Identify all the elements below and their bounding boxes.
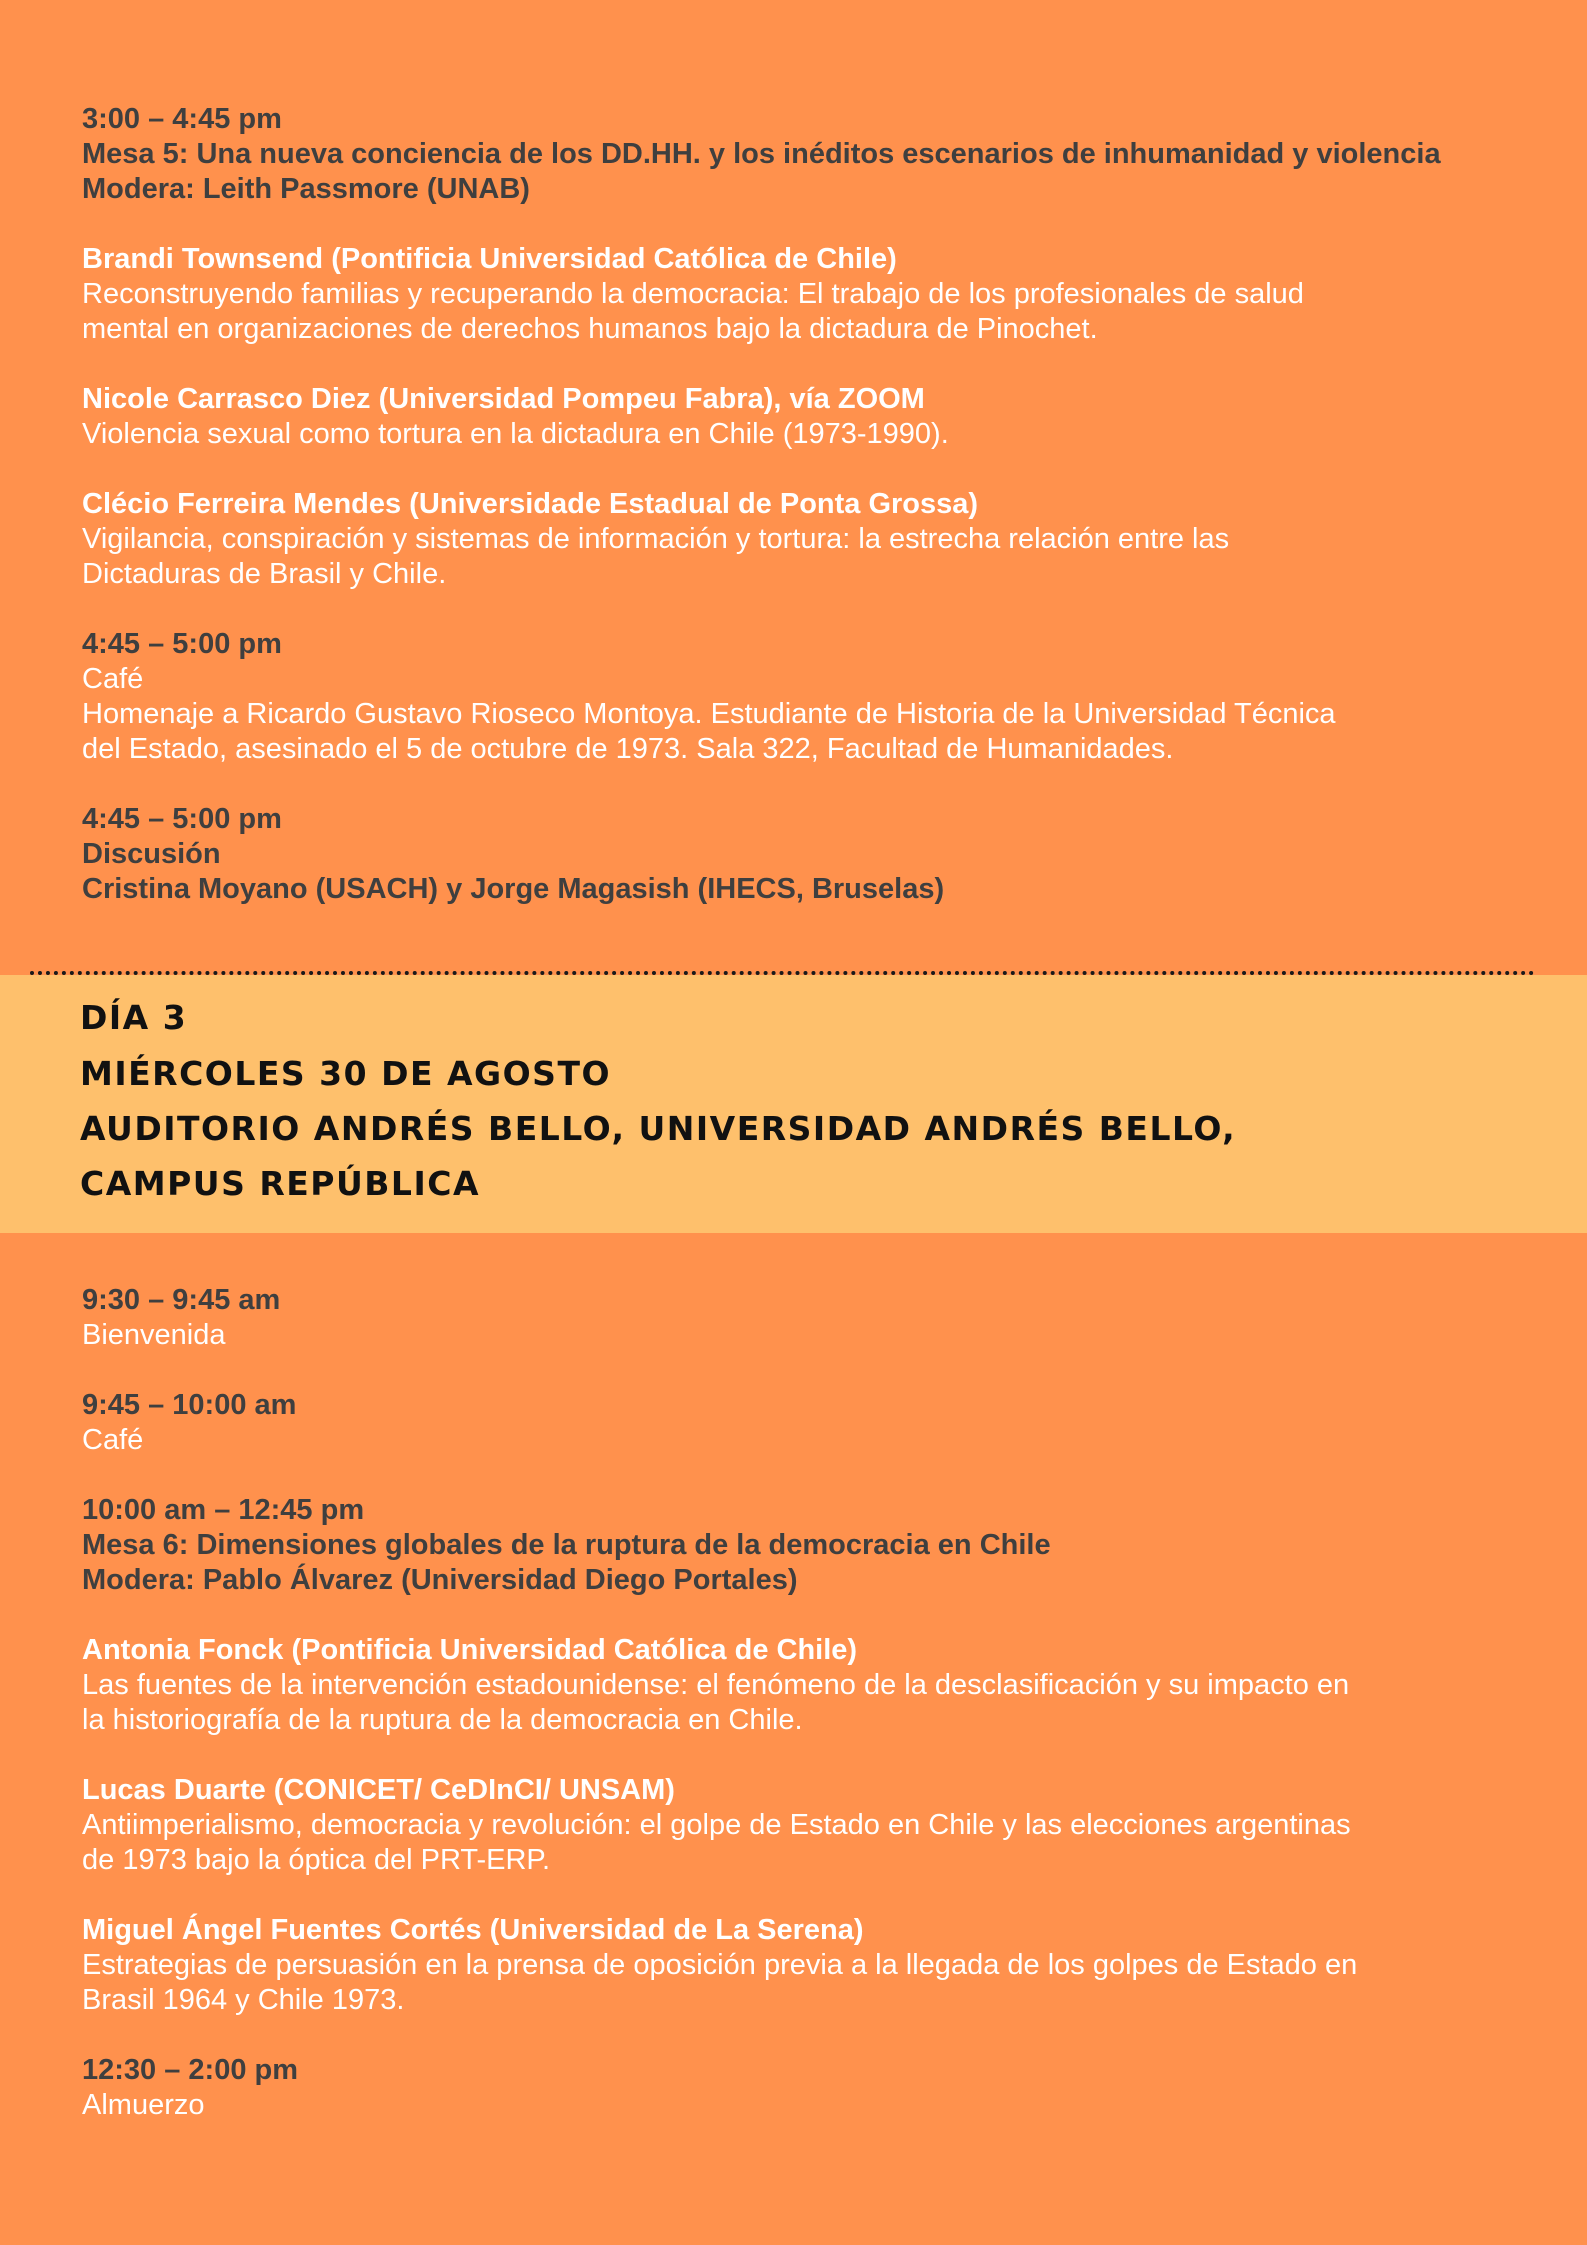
- day-number: DÍA 3: [80, 998, 188, 1037]
- session-cafe: [82, 627, 1502, 767]
- day-venue-campus: CAMPUS REPÚBLICA: [80, 1164, 480, 1203]
- talk-item: [82, 382, 1502, 452]
- session-mesa-5: [82, 102, 1502, 207]
- session-label: Café: [82, 1424, 144, 1456]
- talk-speaker: Clécio Ferreira Mendes (Universidade Estadual de Ponta Grossa): [82, 488, 979, 520]
- morning-schedule: [82, 1283, 1502, 2158]
- talk-speaker: Antonia Fonck (Pontificia Universidad Católica de Chile): [82, 1634, 858, 1666]
- session-time: 4:45 – 5:00 pm: [82, 628, 282, 660]
- session-lunch: [82, 2053, 1502, 2123]
- talk-speaker: Miguel Ángel Fuentes Cortés (Universidad de La Serena): [82, 1914, 864, 1946]
- talk-item: [82, 1773, 1502, 1878]
- talk-title-line: Reconstruyendo familias y recuperando la democracia: El trabajo de los profesionales de salud: [82, 278, 1304, 310]
- session-label: Almuerzo: [82, 2089, 205, 2121]
- session-label: Café: [82, 663, 144, 695]
- session-time: 9:30 – 9:45 am: [82, 1284, 281, 1316]
- talk-speaker: Lucas Duarte (CONICET/ CeDInCI/ UNSAM): [82, 1774, 675, 1806]
- afternoon-schedule: [82, 102, 1502, 942]
- talk-item: [82, 487, 1502, 592]
- talk-title-line: Antiimperialismo, democracia y revolución: el golpe de Estado en Chile y las elecciones argentinas: [82, 1809, 1351, 1841]
- talk-title-line: mental en organizaciones de derechos humanos bajo la dictadura de Pinochet.: [82, 313, 1098, 345]
- talk-speaker: Brandi Townsend (Pontificia Universidad Católica de Chile): [82, 243, 897, 275]
- discussion-participants: Cristina Moyano (USACH) y Jorge Magasish (IHECS, Bruselas): [82, 873, 945, 905]
- session-coffee: [82, 1388, 1502, 1458]
- session-title: Mesa 6: Dimensiones globales de la ruptura de la democracia en Chile: [82, 1529, 1051, 1561]
- day-header-band: [0, 975, 1587, 1233]
- talk-title-line: la historiografía de la ruptura de la democracia en Chile.: [82, 1704, 803, 1736]
- session-time: 3:00 – 4:45 pm: [82, 103, 282, 135]
- talk-item: [82, 1913, 1502, 2018]
- talk-title-line: Brasil 1964 y Chile 1973.: [82, 1984, 405, 2016]
- session-label: Bienvenida: [82, 1319, 226, 1351]
- session-time: 9:45 – 10:00 am: [82, 1389, 297, 1421]
- talk-title-line: de 1973 bajo la óptica del PRT-ERP.: [82, 1844, 551, 1876]
- day-date: MIÉRCOLES 30 DE AGOSTO: [80, 1054, 612, 1093]
- talk-title-line: Las fuentes de la intervención estadounidense: el fenómeno de la desclasificación y su impacto en: [82, 1669, 1350, 1701]
- talk-title-line: Dictaduras de Brasil y Chile.: [82, 558, 447, 590]
- session-discussion: [82, 802, 1502, 907]
- tribute-line: del Estado, asesinado el 5 de octubre de 1973. Sala 322, Facultad de Humanidades.: [82, 733, 1174, 765]
- session-moderator: Modera: Leith Passmore (UNAB): [82, 173, 530, 205]
- session-label: Discusión: [82, 838, 221, 870]
- session-time: 12:30 – 2:00 pm: [82, 2054, 299, 2086]
- tribute-line: Homenaje a Ricardo Gustavo Rioseco Montoya. Estudiante de Historia de la Universidad Técnica: [82, 698, 1336, 730]
- session-welcome: [82, 1283, 1502, 1353]
- talk-title-line: Violencia sexual como tortura en la dictadura en Chile (1973-1990).: [82, 418, 949, 450]
- session-time: 10:00 am – 12:45 pm: [82, 1494, 365, 1526]
- talk-speaker: Nicole Carrasco Diez (Universidad Pompeu Fabra), vía ZOOM: [82, 383, 925, 415]
- talk-title-line: Estrategias de persuasión en la prensa de oposición previa a la llegada de los golpes de Estado en: [82, 1949, 1358, 1981]
- day-venue: AUDITORIO ANDRÉS BELLO, UNIVERSIDAD ANDRÉS BELLO,: [80, 1109, 1237, 1148]
- session-mesa-6: [82, 1493, 1502, 1598]
- talk-item: [82, 242, 1502, 347]
- session-time: 4:45 – 5:00 pm: [82, 803, 282, 835]
- talk-item: [82, 1633, 1502, 1738]
- session-moderator: Modera: Pablo Álvarez (Universidad Diego Portales): [82, 1564, 798, 1596]
- session-title: Mesa 5: Una nueva conciencia de los DD.HH. y los inéditos escenarios de inhumanidad y violencia: [82, 138, 1441, 170]
- talk-title-line: Vigilancia, conspiración y sistemas de información y tortura: la estrecha relación entre las: [82, 523, 1230, 555]
